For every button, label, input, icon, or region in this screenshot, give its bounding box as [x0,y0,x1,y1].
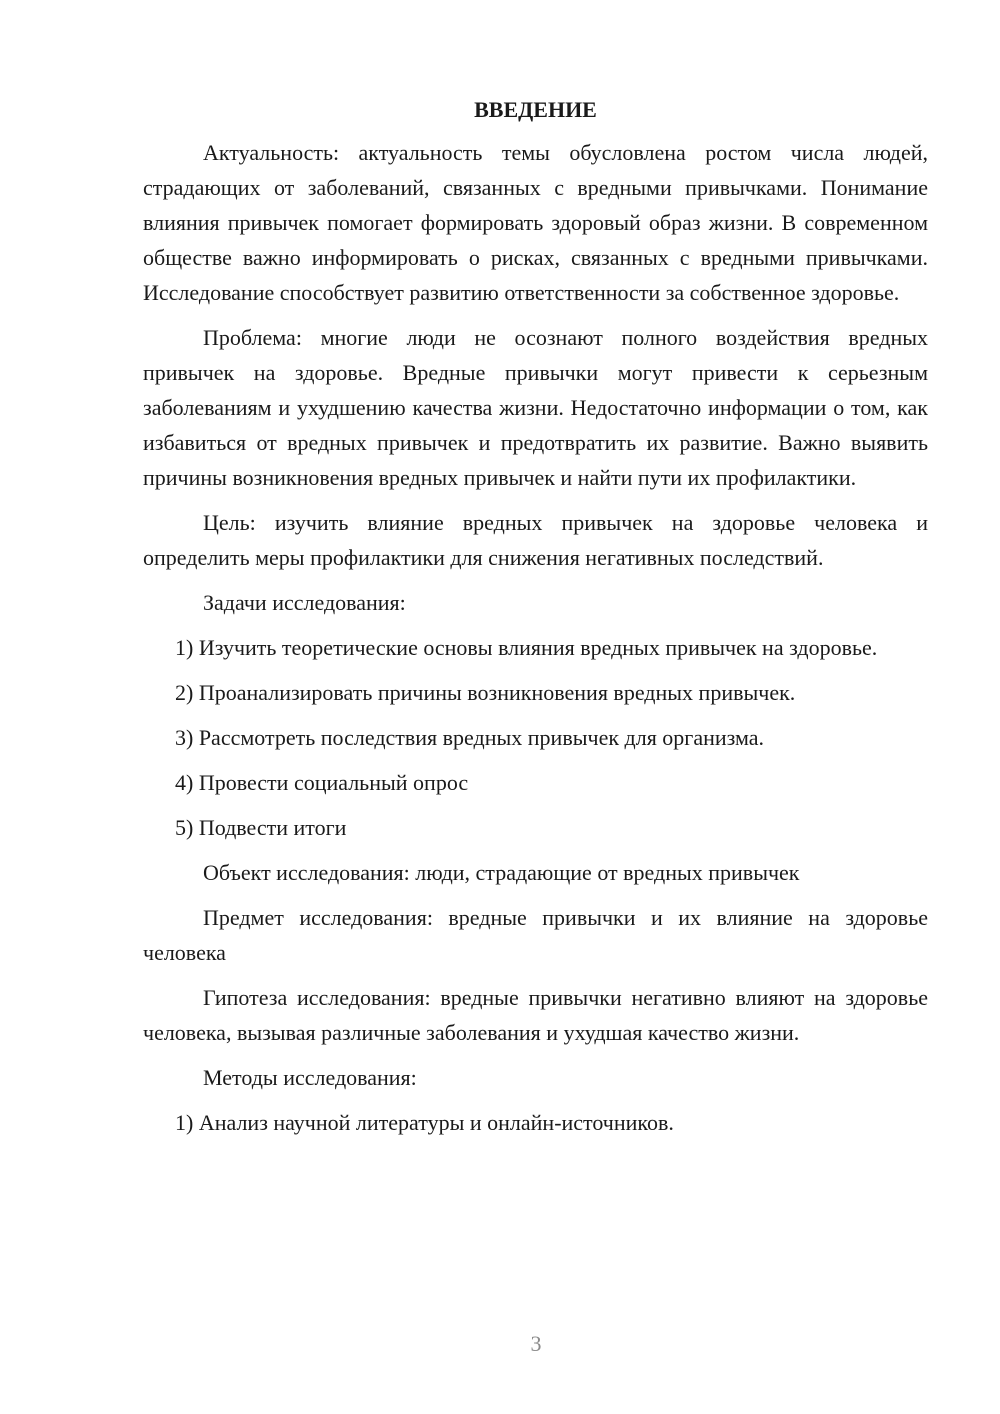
task-item-5: 5) Подвести итоги [175,815,347,840]
paragraph-goal: Цель: изучить влияние вредных привычек на здоровье человека и определить меры профилактики для снижения негативных последствий. [143,510,928,570]
page-content [143,95,928,1150]
research-object: Объект исследования: люди, страдающие от вредных привычек [203,860,800,885]
paragraph-relevance: Актуальность: актуальность темы обусловлена ростом числа людей, страдающих от заболеваний, связанных с вредными привычками. Понимание влияния привычек помогает формировать здоровый образ жизни. В современном обществе важно информировать о рисках, связанных с вредными привычками. Исследование способствует развитию ответственности за собственное здоровье. [143,140,928,305]
paragraph-problem: Проблема: многие люди не осознают полного воздействия вредных привычек на здоровье. Вредные привычки могут привести к серьезным заболеваниям и ухудшению качества жизни. Недостаточно информации о том, как избавиться от вредных привычек и предотвратить их развитие. Важно выявить причины возникновения вредных привычек и найти пути их профилактики. [143,325,928,490]
tasks-heading: Задачи исследования: [203,590,406,615]
methods-heading: Методы исследования: [203,1065,417,1090]
research-subject: Предмет исследования: вредные привычки и их влияние на здоровье человека [143,905,928,965]
method-item-1: 1) Анализ научной литературы и онлайн-источников. [175,1110,674,1135]
task-item-4: 4) Провести социальный опрос [175,770,469,795]
page-title: ВВЕДЕНИЕ [474,97,597,122]
task-item-1: 1) Изучить теоретические основы влияния вредных привычек на здоровье. [175,635,878,660]
task-item-3: 3) Рассмотреть последствия вредных привычек для организма. [175,725,765,750]
page-number: 3 [530,1331,542,1356]
research-hypothesis: Гипотеза исследования: вредные привычки негативно влияют на здоровье человека, вызывая различные заболевания и ухудшая качество жизни. [143,985,928,1045]
task-item-2: 2) Проанализировать причины возникновения вредных привычек. [175,680,796,705]
